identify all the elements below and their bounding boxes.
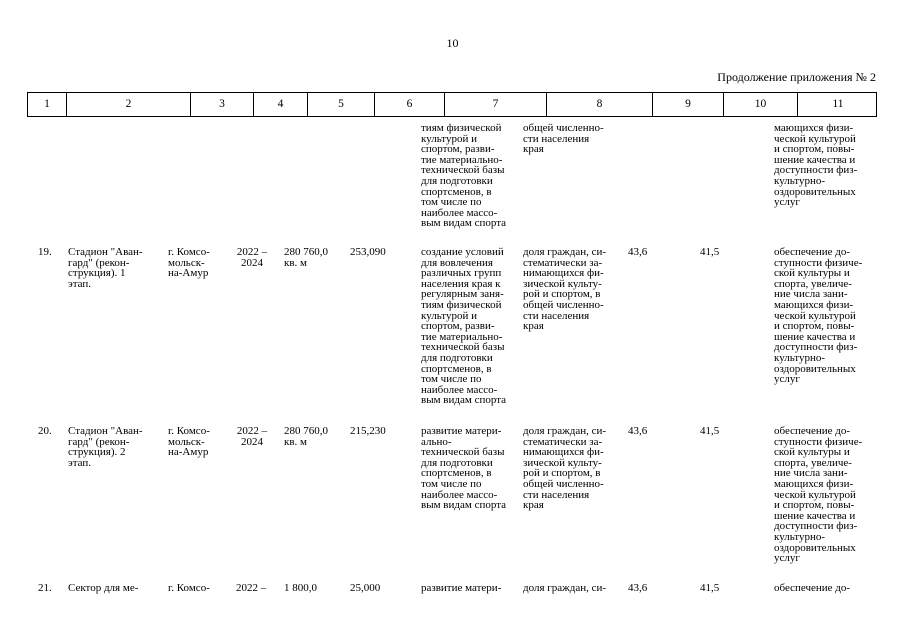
col-header-11: 11: [797, 93, 878, 116]
col-header-7: 7: [444, 93, 546, 116]
indicator-value-10: 41,5: [700, 246, 720, 258]
object-goal: развитие матери- ально- технической базы для подготовки спортсменов, в том числе по наиболее массо- вым видам спорта: [421, 425, 507, 512]
object-indicator: доля граждан, си- стематически за- нимающихся фи- зической культу- рой и спортом, в общей численно- сти населения края: [523, 246, 607, 333]
col-header-1: 1: [44, 98, 50, 110]
col-header-10: 10: [723, 93, 797, 116]
col-header-4: 4: [253, 93, 307, 116]
object-years: 2022 –: [236, 582, 267, 594]
row-number: 19.: [38, 246, 52, 258]
object-name: Стадион "Аван- гард" (рекон- струкция). 1 этап.: [68, 246, 143, 290]
indicator-value-9: 43,6: [628, 425, 648, 437]
object-years: 2022 – 2024: [236, 246, 268, 269]
object-name: Стадион "Аван- гард" (рекон- струкция). 2 этап.: [68, 425, 143, 469]
row-number: 20.: [38, 425, 52, 437]
col-header-3: 3: [190, 93, 253, 116]
row-number: 21.: [38, 582, 52, 594]
col-header-2: 2: [66, 93, 190, 116]
col-header-6: 6: [374, 93, 444, 116]
col-header-9: 9: [652, 93, 723, 116]
object-result: обеспечение до- ступности физиче- ской культуры и спорта, увеличе- ние числа зани- мающихся физи- ческой культурой и спортом, повы- шение качества и доступности физ- культурно- оздоровительных услуг: [774, 425, 863, 565]
object-result: обеспечение до- ступности физиче- ской культуры и спорта, увеличе- ние числа зани- мающихся физи- ческой культурой и спортом, повы- шение качества и доступности физ- культурно- оздоровительных услуг: [774, 246, 863, 386]
object-capacity: 280 760,0 кв. м: [284, 425, 328, 448]
object-goal: создание условий для вовлечения различных групп населения края к регулярным заня- тиям физической культурой и спортом, разви- тие материально- технической базы для подготовки спортсменов, в том числе по наиболее массо- вым видам спорта: [421, 246, 507, 407]
indicator-value-9: 43,6: [628, 582, 648, 594]
indicator-value-10: 41,5: [700, 582, 720, 594]
object-years: 2022 – 2024: [236, 425, 268, 448]
carry-result-text: мающихся физи- ческой культурой и спортом, повы- шение качества и доступности физ- культурно- оздоровительных услуг: [774, 122, 858, 209]
col-header-8: 8: [546, 93, 652, 116]
object-result: обеспечение до-: [774, 582, 851, 594]
table-header: [27, 92, 877, 117]
indicator-value-10: 41,5: [700, 425, 720, 437]
object-indicator: доля граждан, си-: [523, 582, 607, 594]
col-header-5: 5: [307, 93, 374, 116]
object-name: Сектор для ме-: [68, 582, 139, 594]
object-capacity: 1 800,0: [284, 582, 317, 594]
object-location: г. Комсо- мольск- на-Амур: [168, 425, 210, 459]
object-location: г. Комсо-: [168, 582, 210, 594]
continuation-label: Продолжение приложения № 2: [717, 70, 876, 84]
carry-goal-text: тиям физической культурой и спортом, разви- тие материально- технической базы для подготовки спортсменов, в том числе по наиболее массо- вым видам спорта: [421, 122, 507, 230]
object-capacity: 280 760,0 кв. м: [284, 246, 328, 269]
indicator-value-9: 43,6: [628, 246, 648, 258]
object-cost: 215,230: [350, 425, 386, 437]
carry-indicator-text: общей численно- сти населения края: [523, 122, 604, 156]
object-location: г. Комсо- мольск- на-Амур: [168, 246, 210, 280]
object-goal: развитие матери-: [421, 582, 502, 594]
object-indicator: доля граждан, си- стематически за- нимающихся фи- зической культу- рой и спортом, в общей численно- сти населения края: [523, 425, 607, 512]
page-number: 10: [446, 36, 459, 50]
object-cost: 253,090: [350, 246, 386, 258]
object-cost: 25,000: [350, 582, 381, 594]
